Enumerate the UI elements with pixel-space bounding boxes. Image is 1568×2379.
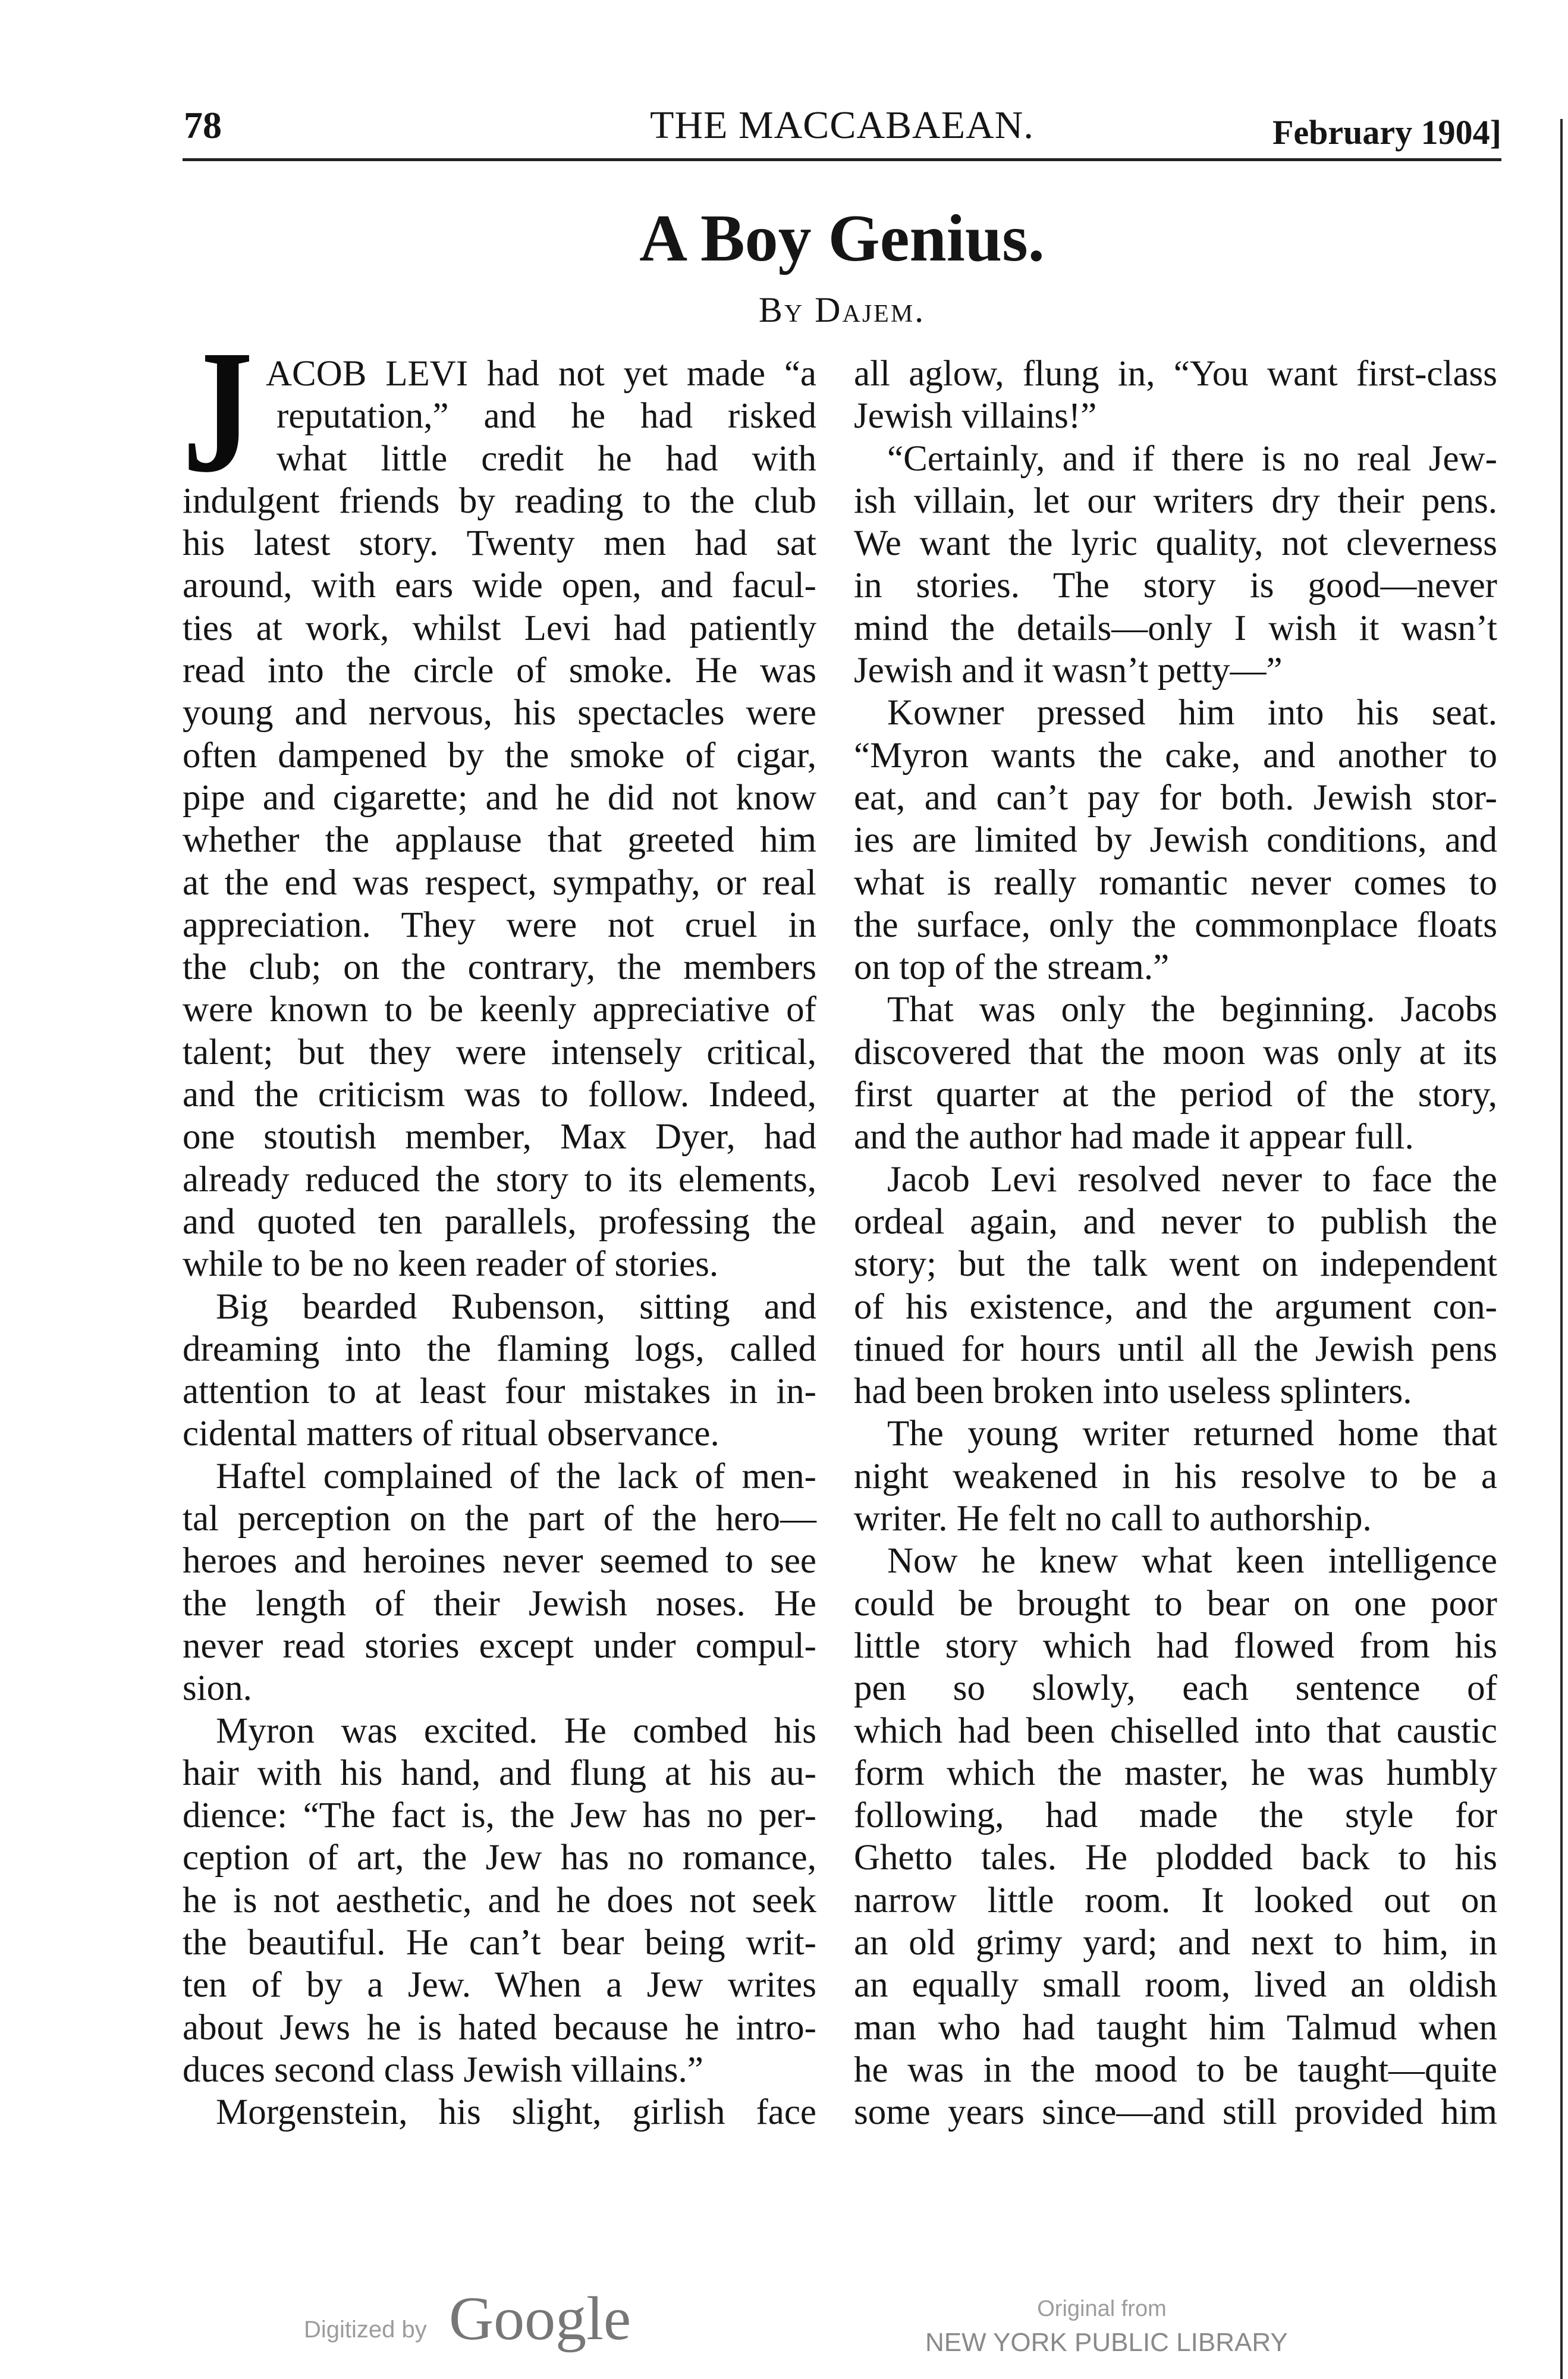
text-line: an equally small room, lived an oldish — [854, 1965, 1497, 2005]
text-line: an old grimy yard; and next to him, in — [854, 1922, 1497, 1963]
text-line: Jewish villains!” — [854, 396, 1097, 437]
library-name: NEW YORK PUBLIC LIBRARY — [925, 2328, 1288, 2357]
text-line: ies are limited by Jewish conditions, and — [854, 820, 1497, 861]
original-from-label: Original from — [1037, 2296, 1167, 2321]
text-line: narrow little room. It looked out on — [854, 1880, 1497, 1920]
text-line: about Jews he is hated because he intro- — [183, 2007, 816, 2048]
text-line: talent; but they were intensely critical, — [183, 1032, 816, 1072]
text-line: of his existence, and the argument con- — [854, 1286, 1497, 1327]
text-line: ordeal again, and never to publish the — [854, 1201, 1497, 1242]
text-line: ten of by a Jew. When a Jew writes — [183, 1965, 816, 2005]
scan-edge-line — [1560, 119, 1563, 2379]
text-line: pipe and cigarette; and he did not know — [183, 777, 816, 818]
text-line: his latest story. Twenty men had sat — [183, 523, 816, 564]
text-line: Now he knew what keen intelligence — [887, 1541, 1497, 1581]
text-line: cidental matters of ritual observance. — [183, 1414, 719, 1454]
text-line: which had been chiselled into that caustic — [854, 1711, 1497, 1751]
text-line: already reduced the story to its elements, — [183, 1159, 816, 1200]
text-line: ception of art, the Jew has no romance, — [183, 1838, 816, 1878]
text-line: That was only the beginning. Jacobs — [887, 990, 1497, 1030]
text-line: the length of their Jewish noses. He — [183, 1583, 816, 1624]
text-line: and the author had made it appear full. — [854, 1117, 1414, 1157]
text-line: Haftel complained of the lack of men- — [216, 1456, 816, 1496]
text-line: pen so slowly, each sentence of — [854, 1668, 1497, 1709]
text-line: discovered that the moon was only at its — [854, 1032, 1497, 1072]
text-line: he is not aesthetic, and he does not seek — [183, 1880, 816, 1920]
text-line: never read stories except under compul- — [183, 1625, 816, 1666]
article-byline: By Dajem. — [758, 290, 926, 329]
header-rule — [183, 158, 1501, 161]
text-line: had been broken into useless splinters. — [854, 1371, 1412, 1412]
text-line: Morgenstein, his slight, girlish face — [216, 2092, 816, 2133]
text-line: often dampened by the smoke of cigar, — [183, 735, 816, 776]
text-line: what is really romantic never comes to — [854, 862, 1497, 903]
text-line: hair with his hand, and flung at his au- — [183, 1753, 816, 1793]
page-number: 78 — [184, 104, 222, 146]
text-line: form which the master, he was humbly — [854, 1753, 1497, 1793]
text-line: Jewish and it wasn’t petty—” — [854, 651, 1283, 691]
text-line: “Myron wants the cake, and another to — [854, 735, 1497, 776]
text-line: while to be no keen reader of stories. — [183, 1244, 719, 1285]
text-line: Myron was excited. He combed his — [216, 1711, 816, 1751]
running-title: THE MACCABAEAN. — [650, 103, 1034, 147]
text-line: following, had made the style for — [854, 1796, 1497, 1836]
text-line: “Certainly, and if there is no real Jew- — [887, 438, 1497, 479]
text-line: and the criticism was to follow. Indeed, — [183, 1075, 816, 1115]
text-line: were known to be keenly appreciative of — [183, 990, 816, 1030]
text-line: Ghetto tales. He plodded back to his — [854, 1838, 1497, 1878]
text-line: the surface, only the commonplace floats — [854, 905, 1497, 945]
text-line: tinued for hours until all the Jewish pens — [854, 1329, 1497, 1369]
text-line: attention to at least four mistakes in in- — [183, 1371, 816, 1412]
text-line: man who had taught him Talmud when — [854, 2007, 1497, 2048]
text-line: story; but the talk went on independent — [854, 1244, 1497, 1285]
text-line: at the end was respect, sympathy, or real — [183, 862, 816, 903]
column-right — [854, 353, 1497, 2133]
text-line: The young writer returned home that — [887, 1414, 1497, 1454]
text-line: Kowner pressed him into his seat. — [887, 693, 1497, 733]
text-line: ACOB LEVI had not yet made “a — [266, 354, 816, 394]
text-line: appreciation. They were not cruel in — [183, 905, 816, 945]
text-line: all aglow, flung in, “You want first-class — [854, 354, 1497, 394]
text-line: mind the details—only I wish it wasn’t — [854, 608, 1497, 648]
drop-cap: J — [183, 314, 253, 509]
text-line: read into the circle of smoke. He was — [183, 651, 816, 691]
text-line: one stoutish member, Max Dyer, had — [183, 1117, 816, 1157]
text-line: young and nervous, his spectacles were — [183, 693, 816, 733]
google-wordmark: Google — [449, 2284, 631, 2353]
column-left — [183, 314, 816, 2133]
text-line: the beautiful. He can’t bear being writ- — [183, 1922, 816, 1963]
text-line: dience: “The fact is, the Jew has no per- — [183, 1796, 816, 1836]
issue-date: February 1904] — [1272, 113, 1501, 152]
text-line: some years since—and still provided him — [854, 2092, 1497, 2133]
text-line: on top of the stream.” — [854, 947, 1170, 988]
text-line: could be brought to bear on one poor — [854, 1583, 1497, 1624]
digitized-by-label: Digitized by — [304, 2317, 427, 2343]
text-line: night weakened in his resolve to be a — [854, 1456, 1497, 1496]
text-line: heroes and heroines never seemed to see — [183, 1541, 816, 1581]
text-line: dreaming into the flaming logs, called — [183, 1329, 816, 1369]
text-line: eat, and can’t pay for both. Jewish stor- — [854, 777, 1497, 818]
text-line: reputation,” and he had risked — [276, 396, 816, 437]
text-line: ish villain, let our writers dry their pens. — [854, 481, 1497, 521]
text-line: Big bearded Rubenson, sitting and — [216, 1286, 816, 1327]
text-line: around, with ears wide open, and facul- — [183, 566, 816, 606]
text-line: We want the lyric quality, not cleverness — [854, 523, 1497, 564]
text-line: little story which had flowed from his — [854, 1625, 1497, 1666]
text-line: what little credit he had with — [276, 438, 816, 479]
text-line: he was in the mood to be taught—quite — [854, 2050, 1497, 2090]
text-line: sion. — [183, 1668, 252, 1709]
text-line: whether the applause that greeted him — [183, 820, 816, 861]
article-title: A Boy Genius. — [639, 202, 1045, 275]
text-line: first quarter at the period of the story, — [854, 1075, 1497, 1115]
text-line: in stories. The story is good—never — [854, 566, 1497, 606]
text-line: indulgent friends by reading to the club — [183, 481, 816, 521]
text-line: duces second class Jewish villains.” — [183, 2050, 703, 2090]
text-line: ties at work, whilst Levi had patiently — [183, 608, 816, 648]
text-line: the club; on the contrary, the members — [183, 947, 816, 988]
text-line: tal perception on the part of the hero— — [183, 1499, 816, 1539]
text-line: and quoted ten parallels, professing the — [183, 1201, 816, 1242]
text-line: writer. He felt no call to authorship. — [854, 1499, 1372, 1539]
text-line: Jacob Levi resolved never to face the — [887, 1159, 1497, 1200]
